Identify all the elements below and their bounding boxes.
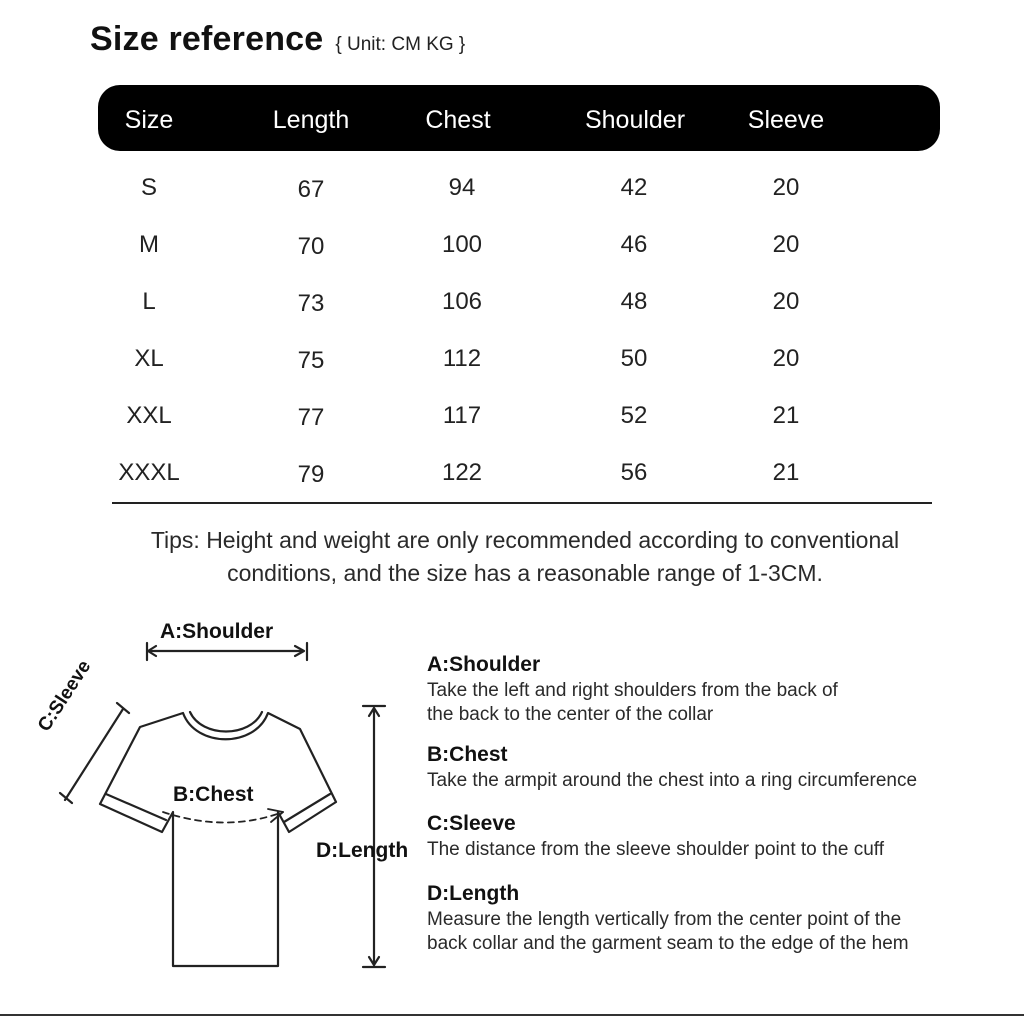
definition-line: Measure the length vertically from the center point of the [427, 909, 902, 930]
table-cell: 77 [297, 404, 325, 431]
column-header-chest: Chest [425, 106, 491, 134]
table-cell: XXXL [118, 459, 180, 486]
table-cell: 48 [620, 288, 648, 315]
table-cell: 21 [772, 459, 800, 486]
tips-line: Tips: Height and weight are only recommended according to conventional [150, 527, 900, 553]
table-cell: XXL [126, 402, 172, 429]
definition-title: C:Sleeve [427, 812, 516, 835]
table-cell: 46 [620, 231, 648, 258]
definition-line: Take the armpit around the chest into a ring circumference [427, 770, 918, 791]
table-cell: 117 [442, 402, 482, 429]
definition-line: the back to the center of the collar [427, 704, 714, 725]
definition-shoulder [427, 653, 838, 727]
column-header-size: Size [124, 106, 174, 134]
diagram-shoulder-label: A:Shoulder [160, 620, 274, 643]
table-cell: 112 [442, 345, 482, 372]
table-cell: 20 [772, 174, 800, 201]
column-header-length: Length [272, 106, 350, 134]
table-cell: M [139, 231, 159, 258]
table-cell: 122 [441, 459, 483, 486]
table-cell: 20 [772, 231, 800, 258]
table-cell: L [142, 288, 156, 315]
unit-note: { Unit: CM KG } [335, 34, 466, 55]
table-cell: 70 [297, 233, 325, 260]
diagram-sleeve-label: C:Sleeve [34, 656, 96, 736]
table-cell: XL [134, 345, 164, 372]
table-cell: 67 [297, 176, 325, 203]
table-cell: 20 [772, 345, 800, 372]
definition-text [427, 679, 838, 727]
definition-text [427, 769, 917, 793]
table-cell: 56 [620, 459, 648, 486]
definition-text [427, 908, 909, 956]
definition-title: A:Shoulder [427, 653, 541, 676]
definition-title: B:Chest [427, 743, 508, 766]
diagram-chest-label: B:Chest [173, 783, 254, 806]
table-cell: 100 [441, 231, 483, 258]
page-title: Size reference [90, 20, 324, 58]
table-cell: 21 [772, 402, 800, 429]
definition-line: Take the left and right shoulders from the back of [427, 680, 838, 701]
table-cell: S [140, 174, 158, 201]
definition-text [427, 838, 884, 862]
definition-line: The distance from the sleeve shoulder point to the cuff [427, 839, 884, 860]
definition-length [427, 882, 909, 956]
table-cell: 79 [297, 461, 325, 488]
table-cell: 73 [297, 290, 325, 317]
definition-sleeve [427, 812, 884, 862]
table-cell: 20 [772, 288, 800, 315]
table-cell: 50 [620, 345, 648, 372]
column-header-shoulder: Shoulder [584, 106, 686, 134]
definition-title: D:Length [427, 882, 520, 905]
table-cell: 75 [297, 347, 325, 374]
table-cell: 94 [448, 174, 476, 201]
table-cell: 42 [620, 174, 648, 201]
table-cell: 52 [620, 402, 648, 429]
diagram-length-label: D:Length [316, 839, 409, 862]
definition-line: back collar and the garment seam to the edge of the hem [427, 933, 909, 954]
table-cell: 106 [441, 288, 483, 315]
tips-line: conditions, and the size has a reasonable range of 1-3CM. [227, 560, 823, 586]
definition-chest [427, 743, 917, 793]
column-header-sleeve: Sleeve [747, 106, 825, 134]
